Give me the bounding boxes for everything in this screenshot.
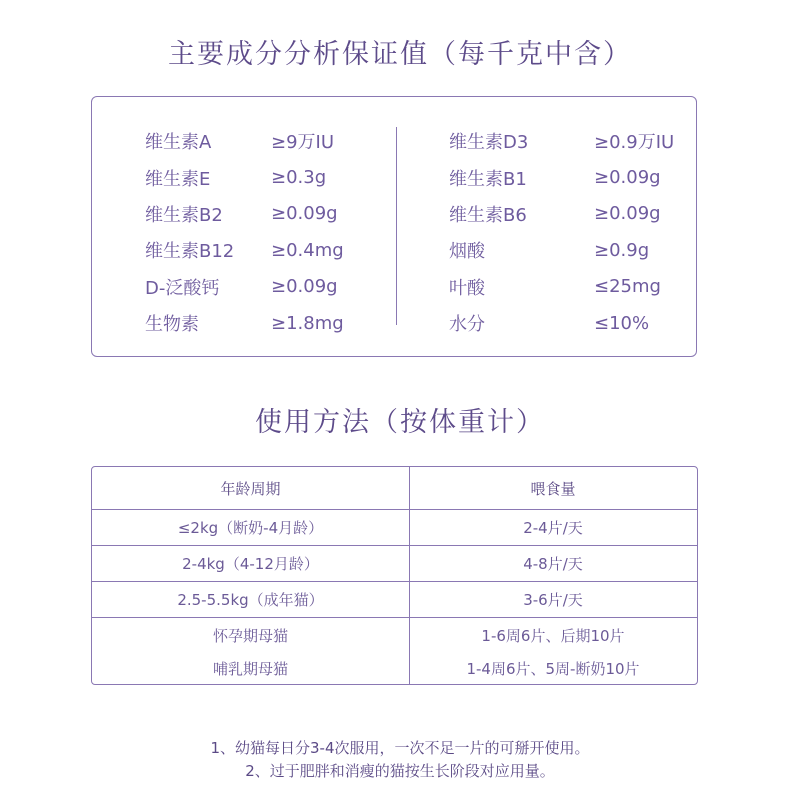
table-row bbox=[92, 546, 697, 581]
nutrient-name: 维生素B1 bbox=[449, 168, 527, 190]
nutrient-row bbox=[449, 305, 674, 341]
nutrient-value: ≤10% bbox=[594, 312, 650, 334]
nutrient-value: ≥0.4mg bbox=[271, 239, 344, 261]
nutrient-row bbox=[449, 232, 674, 268]
table-header-row bbox=[92, 467, 697, 509]
header-age-period: 年龄周期 bbox=[220, 479, 281, 498]
nutrient-row bbox=[145, 196, 344, 232]
amount-cell: 1-4周6片、5周-断奶10片 bbox=[466, 659, 640, 678]
nutrient-row bbox=[145, 123, 344, 159]
note-line: 1、幼猫每日分3-4次服用，一次不足一片的可掰开使用。 bbox=[210, 739, 590, 757]
usage-notes bbox=[0, 737, 800, 783]
nutrient-row bbox=[449, 196, 674, 232]
nutrient-value: ≥0.09g bbox=[594, 203, 661, 225]
amount-cell: 4-8片/天 bbox=[523, 555, 583, 573]
column-divider bbox=[396, 127, 397, 325]
table-row bbox=[92, 618, 697, 652]
nutrient-column-right bbox=[449, 123, 674, 341]
nutrient-value: ≥9万IU bbox=[271, 132, 335, 154]
table-row bbox=[92, 510, 697, 545]
nutrient-name: D-泛酸钙 bbox=[145, 277, 220, 299]
note-line: 2、过于肥胖和消瘦的猫按生长阶段对应用量。 bbox=[245, 762, 555, 780]
nutrient-row bbox=[449, 159, 674, 195]
nutrient-name: 维生素B2 bbox=[145, 204, 223, 226]
nutrient-name: 维生素B12 bbox=[145, 241, 235, 263]
nutrient-row bbox=[145, 159, 344, 195]
nutrient-value: ≥0.09g bbox=[594, 167, 661, 189]
nutrient-value: ≥0.3g bbox=[271, 167, 327, 189]
dosage-table bbox=[91, 466, 698, 685]
header-feeding-amount: 喂食量 bbox=[530, 479, 576, 498]
nutrient-name: 烟酸 bbox=[449, 241, 485, 263]
nutrient-section-title: 主要成分分析保证值（每千克中含） bbox=[168, 39, 632, 70]
nutrient-row bbox=[145, 232, 344, 268]
nutrient-row bbox=[449, 269, 674, 305]
nutrient-name: 维生素D3 bbox=[449, 132, 529, 154]
amount-cell: 3-6片/天 bbox=[523, 591, 583, 609]
nutrient-value: ≤25mg bbox=[594, 276, 661, 298]
nutrient-value: ≥1.8mg bbox=[271, 312, 344, 334]
age-cell: ≤2kg（断奶-4月龄） bbox=[177, 519, 324, 537]
usage-section-title: 使用方法（按体重计） bbox=[255, 407, 545, 438]
age-cell: 哺乳期母猫 bbox=[212, 659, 288, 678]
nutrient-name: 水分 bbox=[449, 314, 485, 336]
table-row bbox=[92, 582, 697, 617]
nutrient-name: 生物素 bbox=[145, 314, 199, 336]
age-cell: 怀孕期母猫 bbox=[212, 626, 288, 645]
age-cell: 2.5-5.5kg（成年猫） bbox=[177, 591, 324, 609]
nutrient-name: 叶酸 bbox=[449, 277, 485, 299]
nutrient-row bbox=[145, 305, 344, 341]
age-cell: 2-4kg（4-12月龄） bbox=[182, 555, 319, 573]
nutrient-panel bbox=[91, 96, 697, 357]
nutrient-name: 维生素E bbox=[145, 168, 211, 190]
nutrient-value: ≥0.09g bbox=[271, 203, 338, 225]
nutrient-column-left bbox=[145, 123, 344, 341]
nutrient-name: 维生素A bbox=[145, 132, 212, 154]
nutrient-value: ≥0.9g bbox=[594, 239, 650, 261]
amount-cell: 1-6周6片、后期10片 bbox=[481, 626, 625, 645]
nutrient-value: ≥0.09g bbox=[271, 276, 338, 298]
table-row bbox=[92, 651, 697, 685]
nutrient-value: ≥0.9万IU bbox=[594, 132, 675, 154]
nutrient-row bbox=[449, 123, 674, 159]
amount-cell: 2-4片/天 bbox=[523, 519, 583, 537]
nutrient-row bbox=[145, 269, 344, 305]
nutrient-name: 维生素B6 bbox=[449, 204, 527, 226]
